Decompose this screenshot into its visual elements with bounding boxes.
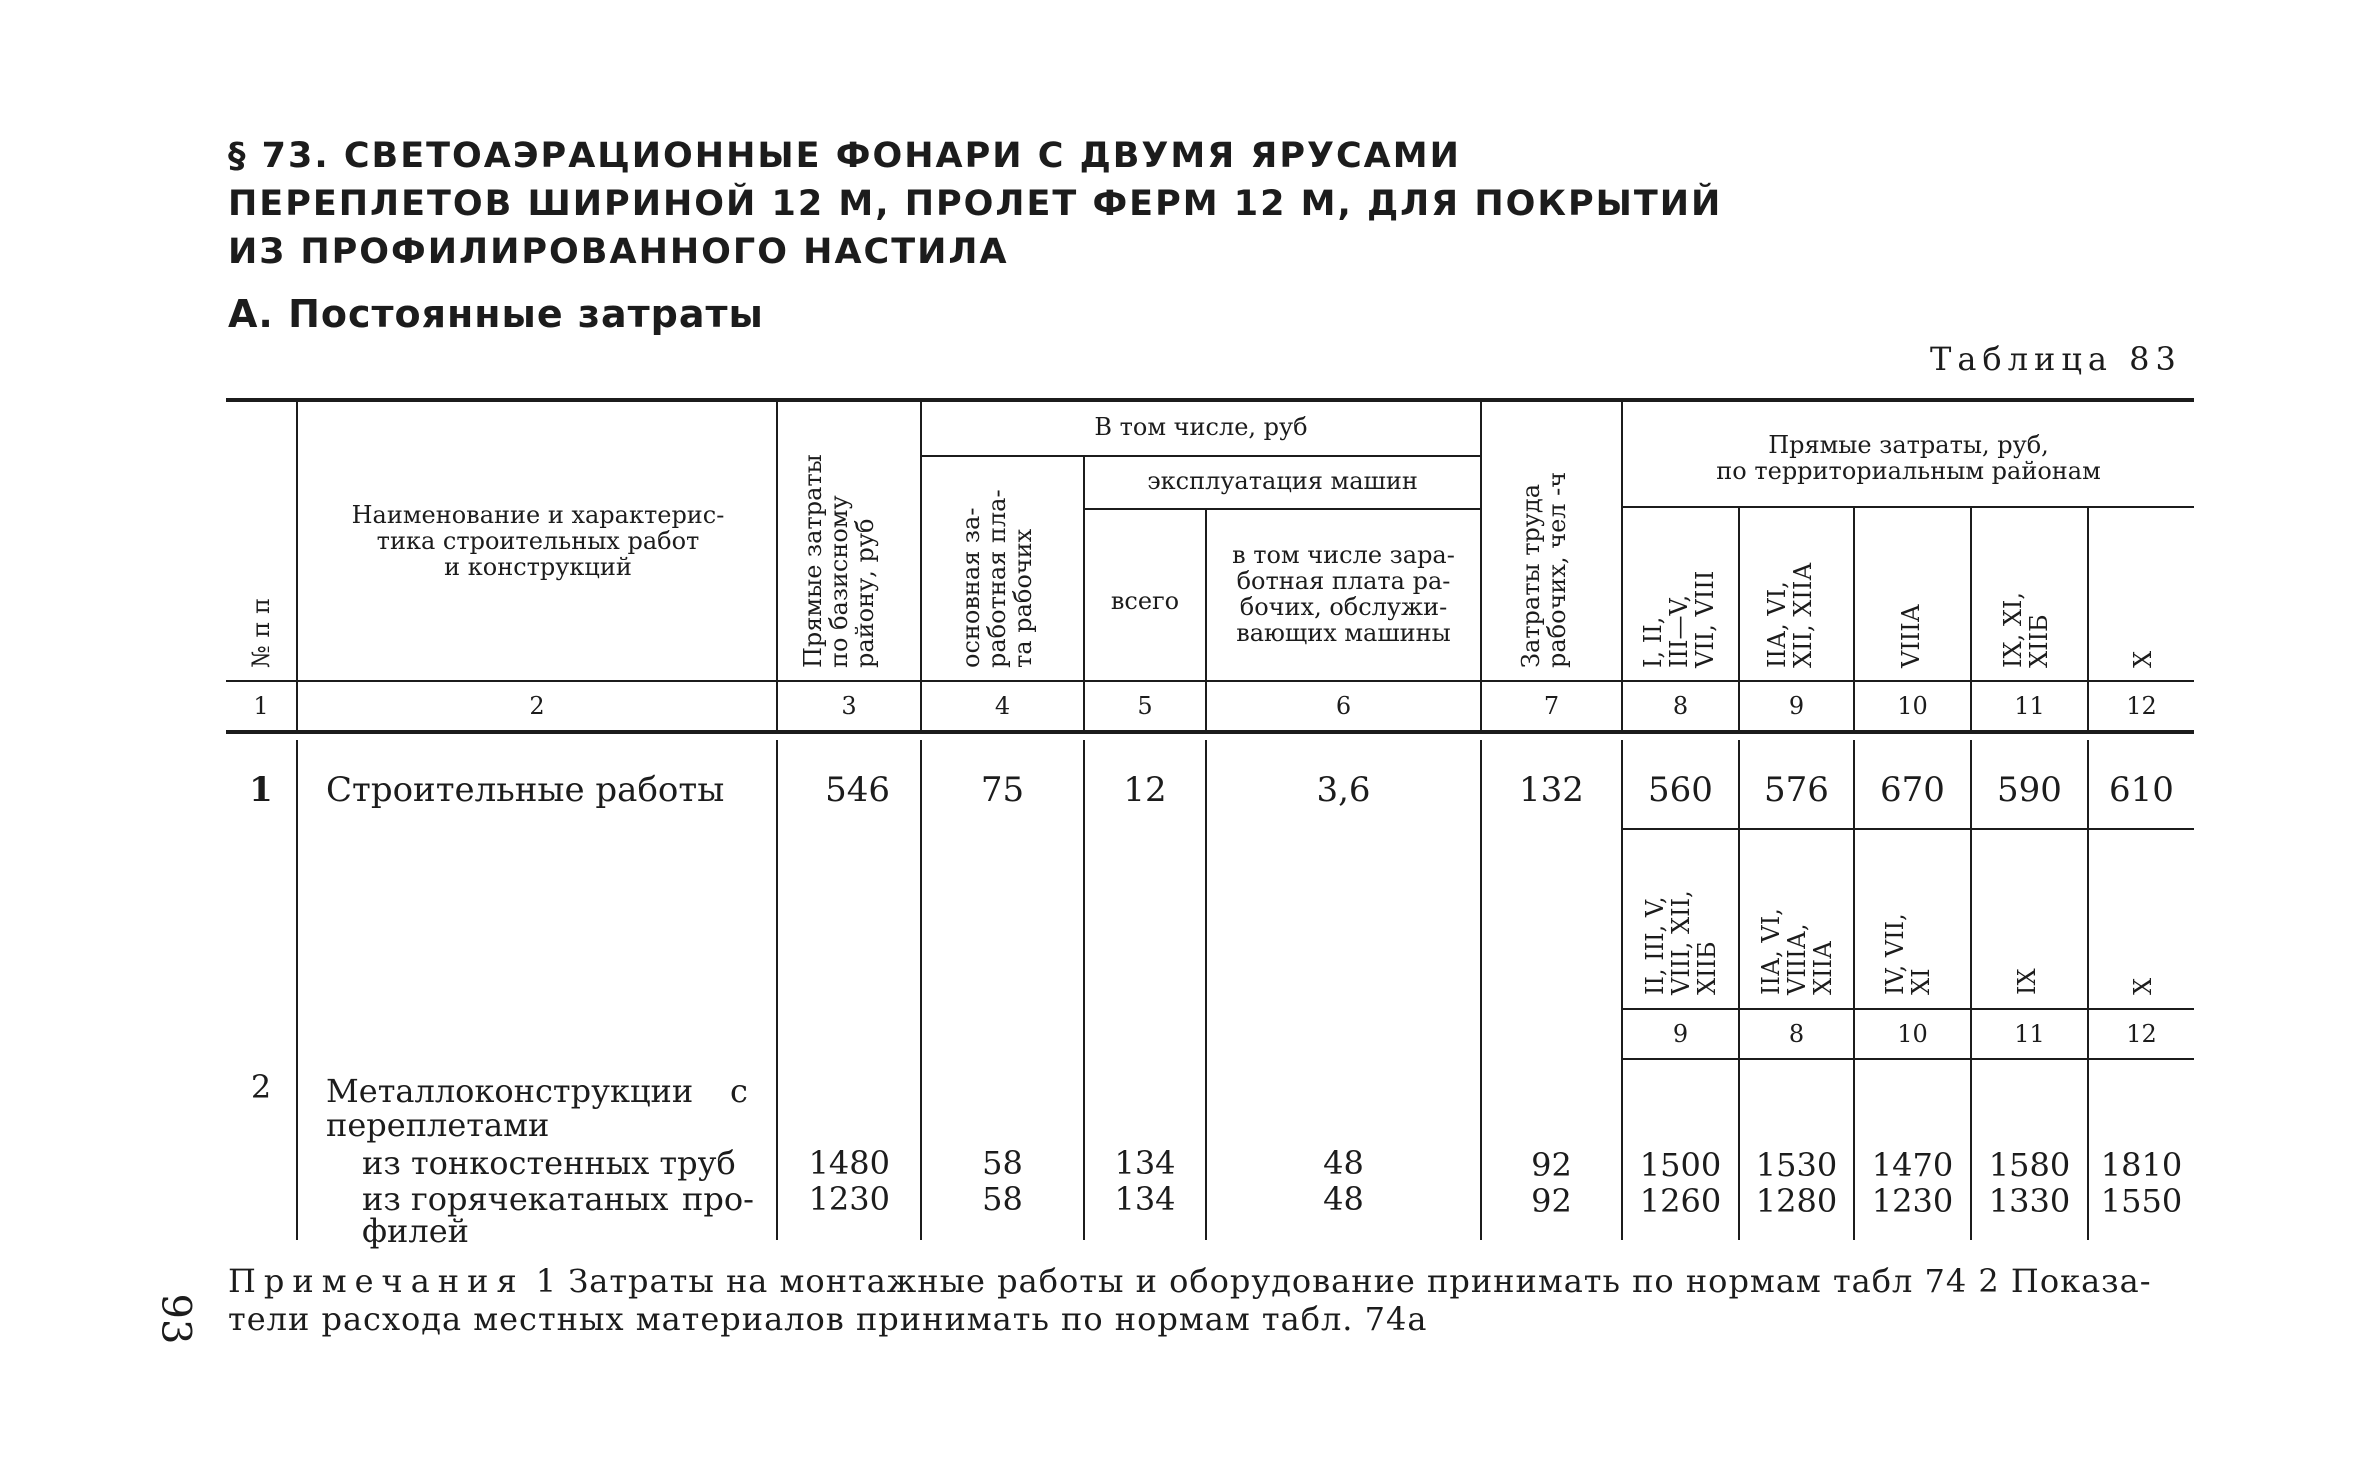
row2b-region-8: 1280 [1755, 1182, 1838, 1220]
header-number: № п п [247, 598, 275, 668]
rule-colnums-bottom [226, 730, 2194, 734]
row2a-direct: 1480 [808, 1144, 890, 1182]
colnum-6: 6 [1335, 692, 1352, 720]
section-title [228, 132, 1722, 276]
row2-name-c: с [730, 1072, 748, 1110]
header-wage: основная за- работная пла- та рабочих [957, 489, 1037, 668]
row2b-name-pro: про- [682, 1180, 754, 1218]
title-line-3: ИЗ ПРОФИЛИРОВАННОГО НАСТИЛА [228, 232, 1009, 272]
notes [228, 1262, 2188, 1338]
row2a-total: 134 [1114, 1144, 1176, 1182]
vrule-6 [1480, 400, 1482, 730]
region-header-10: VIIIА [1897, 604, 1925, 668]
rule-colnums2-bottom [1623, 1058, 2194, 1060]
row2b-machine-wage: 48 [1323, 1180, 1364, 1218]
colnum2-12: 12 [2126, 1020, 2157, 1048]
row2a-labor: 92 [1531, 1146, 1572, 1184]
rule-reg2-bottom [1623, 1008, 2194, 1010]
row2b-labor: 92 [1531, 1182, 1572, 1220]
region2-header-8: IIА, VI, VIIIА, XIIА [1757, 908, 1837, 995]
notes-line2: тели расхода местных материалов принимать по нормам табл. 74а [228, 1300, 1428, 1338]
row2a-region-10: 1470 [1871, 1146, 1954, 1184]
rule-regions [1623, 506, 2194, 508]
colnum-5: 5 [1137, 692, 1153, 720]
rule-incl [922, 455, 1482, 457]
vrule-body-1 [296, 740, 298, 1240]
row1-labor: 132 [1519, 770, 1584, 810]
row2b-name-line2: филей [362, 1212, 469, 1250]
header-name: Наименование и характерис- тика строительных работ и конструкций [351, 501, 725, 581]
colnum2-8: 8 [1788, 1020, 1805, 1048]
rule-row1-bottom [1623, 828, 2194, 830]
header-machine-wage: в том числе зара- ботная плата ра- бочих, обслужи- вающих машины [1232, 541, 1455, 647]
colnum-3: 3 [841, 692, 857, 720]
title-line-2: ПЕРЕПЛЕТОВ ШИРИНОЙ 12 М, ПРОЛЕТ ФЕРМ 12 М, ДЛЯ ПОКРЫТИЙ [228, 184, 1723, 224]
notes-label: Примечания [228, 1262, 525, 1300]
row1-region-8: 560 [1648, 770, 1713, 810]
row2a-machine-wage: 48 [1323, 1144, 1364, 1182]
rule-machines [1085, 508, 1482, 510]
row2b-region-12: 1550 [2100, 1182, 2183, 1220]
row2a-region-11: 1580 [1988, 1146, 2071, 1184]
header-total: всего [1110, 587, 1180, 615]
colnum-9: 9 [1788, 692, 1805, 720]
colnum-2: 2 [529, 692, 545, 720]
header-labor: Затраты труда рабочих, чел -ч [1517, 471, 1571, 668]
row1-name: Строительные работы [326, 770, 725, 810]
region-header-12: X [2129, 650, 2157, 668]
colnum2-10: 10 [1897, 1020, 1928, 1048]
row2a-region-8: 1530 [1755, 1146, 1838, 1184]
row1-total: 12 [1123, 770, 1167, 810]
table-top-rule [226, 398, 2194, 402]
row2a-name: из тонкостенных труб [362, 1144, 736, 1182]
colnum-11: 11 [2014, 692, 2045, 720]
row2b-region-10: 1230 [1871, 1182, 1954, 1220]
row1-number: 1 [249, 770, 273, 810]
subsection-title: А. Постоянные затраты [228, 292, 764, 336]
colnum-12: 12 [2126, 692, 2157, 720]
header-including: В том числе, руб [1094, 413, 1308, 441]
row1-wage: 75 [980, 770, 1025, 810]
colnum2-11: 11 [2014, 1020, 2045, 1048]
row1-region-12: 610 [2109, 770, 2174, 810]
colnum-4: 4 [994, 692, 1011, 720]
header-machines: эксплуатация машин [1147, 467, 1418, 495]
vrule-2 [776, 400, 778, 730]
row2-name-line2: переплетами [326, 1106, 550, 1144]
page-number: 93 [152, 1293, 199, 1345]
row2b-name-line1: из горячекатаных [362, 1180, 669, 1218]
row2a-region-9: 1500 [1639, 1146, 1722, 1184]
row2-name-line1: Металлоконструкции [326, 1072, 694, 1110]
header-regions: Прямые затраты, руб, по территориальным районам [1716, 431, 2101, 485]
row1-region-11: 590 [1997, 770, 2062, 810]
row1-region-10: 670 [1880, 770, 1945, 810]
region-header-9: IIА, VI, XII, XIIА [1763, 562, 1817, 668]
colnum-8: 8 [1672, 692, 1689, 720]
region2-header-12: X [2129, 977, 2157, 995]
row2b-direct: 1230 [808, 1180, 890, 1218]
row2b-total: 134 [1114, 1180, 1176, 1218]
table-label: Таблица 83 [1930, 340, 2182, 378]
row1-direct: 546 [825, 770, 890, 810]
vrule-1 [296, 400, 298, 730]
region2-header-10: IV, VII, XI [1881, 913, 1935, 995]
row2b-region-11: 1330 [1988, 1182, 2071, 1220]
row1-region-9: 576 [1764, 770, 1829, 810]
row2b-region-9: 1260 [1639, 1182, 1722, 1220]
colnum-7: 7 [1543, 692, 1560, 720]
vrule-3 [920, 400, 922, 730]
row1-machine-wage: 3,6 [1316, 770, 1371, 810]
region-header-8: I, II, III—V, VII, VIII [1639, 570, 1719, 668]
header-direct-cost: Прямые затраты по базисному району, руб [799, 454, 879, 668]
colnum2-9: 9 [1672, 1020, 1689, 1048]
notes-line1: 1 Затраты на монтажные работы и оборудование принимать по нормам табл 74 2 Показа- [535, 1262, 2152, 1300]
region2-header-11: IX [2013, 968, 2041, 995]
region-header-11: IX, XI, XIIБ [1999, 591, 2053, 668]
rule-header-bottom [226, 680, 2194, 682]
row2-number: 2 [250, 1068, 272, 1106]
colnum-10: 10 [1897, 692, 1928, 720]
row2b-wage: 58 [982, 1180, 1023, 1218]
region2-header-9: II, III, V, VIII, XII, XIIБ [1641, 890, 1721, 995]
colnum-1: 1 [253, 692, 269, 720]
title-line-1: § 73. СВЕТОАЭРАЦИОННЫЕ ФОНАРИ С ДВУМЯ ЯРУСАМИ [228, 136, 1461, 176]
row2a-region-12: 1810 [2100, 1146, 2183, 1184]
row2a-wage: 58 [982, 1144, 1023, 1182]
